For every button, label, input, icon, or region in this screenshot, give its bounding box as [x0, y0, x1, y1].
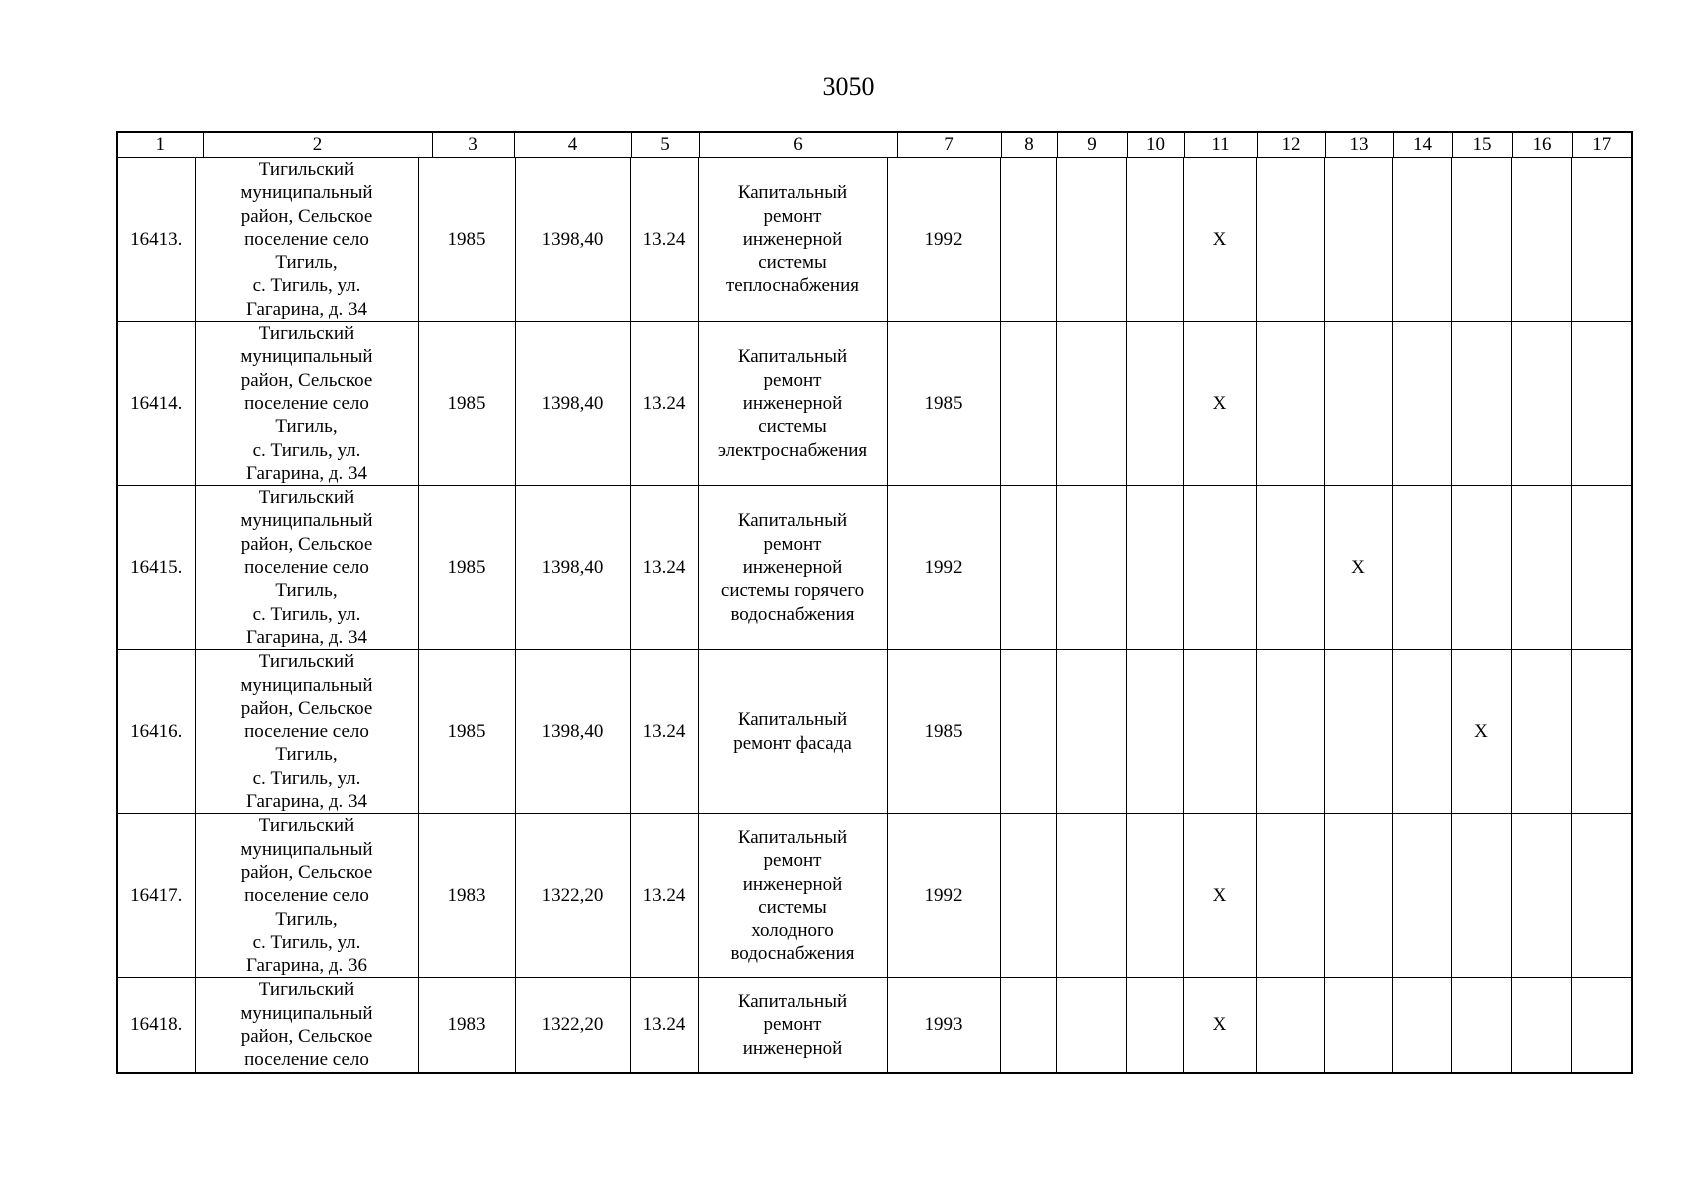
code-cell: 13.24 — [630, 814, 698, 978]
mark-cell — [1392, 158, 1451, 322]
address-cell-line: с. Тигиль, ул. — [252, 931, 361, 953]
header-cell: 7 — [897, 132, 1001, 158]
address-cell-line: Тигиль, — [275, 908, 338, 930]
mark-cell — [1056, 814, 1126, 978]
header-cell: 6 — [699, 132, 897, 158]
address-cell-line: Тигильский — [258, 323, 355, 345]
column-number-header — [116, 131, 1633, 158]
mark-cell — [1000, 650, 1056, 814]
mark-cell: Х — [1183, 978, 1256, 1073]
mark-cell — [1511, 158, 1571, 322]
header-cell: 12 — [1257, 132, 1325, 158]
mark-cell — [1126, 322, 1183, 486]
work-type-cell-line: ремонт — [763, 205, 822, 227]
address-cell-line: Гагарина, д. 34 — [245, 791, 368, 813]
header-cell: 16 — [1512, 132, 1572, 158]
address-cell-line: Тигильский — [258, 651, 355, 673]
mark-cell — [1511, 650, 1571, 814]
work-type-cell-line: Капитальный — [737, 826, 848, 848]
mark-cell — [1392, 978, 1451, 1073]
mark-cell — [1324, 814, 1392, 978]
mark-cell — [1571, 814, 1632, 978]
address-cell-line: Тигиль, — [275, 744, 338, 766]
work-type-cell-line: инженерной — [742, 1037, 843, 1059]
mark-cell — [1451, 322, 1511, 486]
address-cell-line: поселение село — [244, 557, 369, 579]
mark-cell — [1126, 158, 1183, 322]
work-type-cell — [698, 650, 887, 814]
address-cell-line: с. Тигиль, ул. — [252, 439, 361, 461]
repair-schedule-table — [116, 157, 1633, 1074]
date-cell: 1992 — [887, 486, 1000, 650]
mark-cell — [1571, 650, 1632, 814]
work-type-cell-line: ремонт — [763, 1014, 822, 1036]
work-type-cell-line: ремонт — [763, 369, 822, 391]
year-cell: 1985 — [418, 322, 515, 486]
mark-cell — [1000, 486, 1056, 650]
header-cell: 11 — [1184, 132, 1257, 158]
year-cell: 1985 — [418, 158, 515, 322]
mark-cell — [1451, 814, 1511, 978]
header-cell: 17 — [1572, 132, 1632, 158]
table-row — [117, 814, 1632, 978]
mark-cell — [1392, 814, 1451, 978]
mark-cell: Х — [1183, 158, 1256, 322]
mark-cell — [1451, 978, 1511, 1073]
work-type-cell-line: ремонт фасада — [733, 732, 852, 754]
mark-cell: Х — [1324, 486, 1392, 650]
work-type-cell-line: водоснабжения — [730, 603, 855, 625]
code-cell: 13.24 — [630, 322, 698, 486]
address-cell-line: Гагарина, д. 34 — [245, 626, 368, 648]
mark-cell — [1126, 814, 1183, 978]
address-cell — [195, 814, 418, 978]
mark-cell — [1392, 486, 1451, 650]
work-type-cell-line: Капитальный — [737, 991, 848, 1013]
area-cell: 1398,40 — [515, 650, 630, 814]
mark-cell — [1000, 322, 1056, 486]
header-cell: 15 — [1452, 132, 1512, 158]
row-number-cell: 16417. — [117, 814, 195, 978]
work-type-cell-line: инженерной — [742, 392, 843, 414]
address-cell-line: муниципальный — [240, 838, 373, 860]
mark-cell — [1511, 486, 1571, 650]
mark-cell — [1256, 814, 1324, 978]
address-cell-line: Тигильский — [258, 159, 355, 180]
work-type-cell-line: Капитальный — [737, 182, 848, 204]
mark-cell — [1256, 486, 1324, 650]
work-type-cell-line: электроснабжения — [717, 439, 868, 461]
address-cell-line: Гагарина, д. 34 — [245, 298, 368, 320]
year-cell: 1985 — [418, 650, 515, 814]
mark-cell — [1571, 322, 1632, 486]
address-cell-line: район, Сельское — [240, 1025, 373, 1047]
mark-cell — [1324, 322, 1392, 486]
work-type-cell — [698, 814, 887, 978]
mark-cell — [1511, 978, 1571, 1073]
page-number: 3050 — [822, 72, 875, 101]
work-type-cell-line: инженерной — [742, 228, 843, 250]
table-row — [117, 978, 1632, 1073]
header-cell: 8 — [1001, 132, 1057, 158]
mark-cell — [1392, 322, 1451, 486]
mark-cell — [1056, 650, 1126, 814]
work-type-cell-line: системы — [758, 252, 827, 274]
area-cell: 1398,40 — [515, 322, 630, 486]
address-cell-line: муниципальный — [240, 1002, 373, 1024]
address-cell-line: Тигильский — [258, 487, 355, 509]
work-type-cell-line: ремонт — [763, 850, 822, 872]
mark-cell — [1000, 158, 1056, 322]
mark-cell — [1511, 322, 1571, 486]
mark-cell — [1183, 650, 1256, 814]
address-cell-line: муниципальный — [240, 346, 373, 368]
date-cell: 1985 — [887, 650, 1000, 814]
address-cell-line: муниципальный — [240, 510, 373, 532]
header-cell: 13 — [1325, 132, 1393, 158]
address-cell-line: поселение село — [244, 228, 369, 250]
header-cell: 1 — [117, 132, 203, 158]
work-type-cell — [698, 486, 887, 650]
mark-cell — [1256, 322, 1324, 486]
work-type-cell — [698, 978, 887, 1073]
work-type-cell-line: системы — [758, 416, 827, 438]
code-cell: 13.24 — [630, 650, 698, 814]
row-number-cell: 16418. — [117, 978, 195, 1073]
mark-cell: Х — [1451, 650, 1511, 814]
row-number-cell: 16416. — [117, 650, 195, 814]
address-cell-line: Тигиль, — [275, 580, 338, 602]
table-row — [117, 322, 1632, 486]
address-cell-line: муниципальный — [240, 182, 373, 204]
header-cell: 2 — [203, 132, 432, 158]
address-cell — [195, 650, 418, 814]
header-cell: 3 — [432, 132, 514, 158]
mark-cell — [1056, 158, 1126, 322]
work-type-cell-line: холодного — [751, 920, 834, 942]
address-cell-line: с. Тигиль, ул. — [252, 275, 361, 297]
mark-cell — [1571, 978, 1632, 1073]
mark-cell — [1571, 158, 1632, 322]
mark-cell — [1000, 814, 1056, 978]
work-type-cell — [698, 322, 887, 486]
address-cell-line: с. Тигиль, ул. — [252, 767, 361, 789]
mark-cell — [1256, 650, 1324, 814]
address-cell-line: Тигиль, — [275, 416, 338, 438]
mark-cell — [1324, 158, 1392, 322]
mark-cell — [1256, 978, 1324, 1073]
address-cell-line: район, Сельское — [240, 861, 373, 883]
work-type-cell-line: Капитальный — [737, 510, 848, 532]
header-cell: 9 — [1057, 132, 1127, 158]
area-cell: 1322,20 — [515, 978, 630, 1073]
date-cell: 1992 — [887, 158, 1000, 322]
mark-cell — [1056, 322, 1126, 486]
work-type-cell-line: теплоснабжения — [726, 275, 859, 297]
address-cell-line: Гагарина, д. 34 — [245, 462, 368, 484]
year-cell: 1983 — [418, 978, 515, 1073]
work-type-cell-line: инженерной — [742, 873, 843, 895]
address-cell-line: Тигиль, — [275, 252, 338, 274]
address-cell-line: район, Сельское — [240, 205, 373, 227]
mark-cell: Х — [1183, 814, 1256, 978]
mark-cell — [1183, 486, 1256, 650]
mark-cell — [1571, 486, 1632, 650]
mark-cell — [1451, 158, 1511, 322]
mark-cell — [1056, 486, 1126, 650]
work-type-cell-line: Капитальный — [737, 709, 848, 731]
work-type-cell-line: инженерной — [742, 557, 843, 579]
address-cell-line: муниципальный — [240, 674, 373, 696]
row-number-cell: 16413. — [117, 158, 195, 322]
mark-cell — [1126, 978, 1183, 1073]
area-cell: 1398,40 — [515, 486, 630, 650]
code-cell: 13.24 — [630, 486, 698, 650]
mark-cell — [1324, 650, 1392, 814]
year-cell: 1985 — [418, 486, 515, 650]
header-cell: 14 — [1393, 132, 1452, 158]
mark-cell: Х — [1183, 322, 1256, 486]
row-number-cell: 16415. — [117, 486, 195, 650]
header-cell: 4 — [514, 132, 631, 158]
mark-cell — [1256, 158, 1324, 322]
mark-cell — [1126, 486, 1183, 650]
header-cell: 10 — [1127, 132, 1184, 158]
address-cell-line: район, Сельское — [240, 533, 373, 555]
mark-cell — [1000, 978, 1056, 1073]
mark-cell — [1451, 486, 1511, 650]
code-cell: 13.24 — [630, 158, 698, 322]
mark-cell — [1056, 978, 1126, 1073]
work-type-cell-line: системы горячего — [720, 580, 865, 602]
mark-cell — [1392, 650, 1451, 814]
address-cell-line: с. Тигиль, ул. — [252, 603, 361, 625]
address-cell-line: Тигильский — [258, 979, 355, 1001]
area-cell: 1322,20 — [515, 814, 630, 978]
date-cell: 1985 — [887, 322, 1000, 486]
address-cell-line: поселение село — [244, 1049, 369, 1071]
work-type-cell-line: водоснабжения — [730, 943, 855, 965]
address-cell — [195, 486, 418, 650]
address-cell-line: поселение село — [244, 392, 369, 414]
table-row — [117, 486, 1632, 650]
code-cell: 13.24 — [630, 978, 698, 1073]
work-type-cell-line: системы — [758, 896, 827, 918]
work-type-cell — [698, 158, 887, 322]
address-cell — [195, 978, 418, 1073]
date-cell: 1993 — [887, 978, 1000, 1073]
table-row — [117, 650, 1632, 814]
address-cell-line: Гагарина, д. 36 — [245, 955, 368, 977]
year-cell: 1983 — [418, 814, 515, 978]
address-cell-line: район, Сельское — [240, 697, 373, 719]
date-cell: 1992 — [887, 814, 1000, 978]
address-cell-line: поселение село — [244, 721, 369, 743]
header-row — [117, 132, 1632, 158]
address-cell-line: поселение село — [244, 885, 369, 907]
header-cell: 5 — [631, 132, 699, 158]
work-type-cell-line: Капитальный — [737, 346, 848, 368]
mark-cell — [1126, 650, 1183, 814]
mark-cell — [1324, 978, 1392, 1073]
work-type-cell-line: ремонт — [763, 533, 822, 555]
table-row — [117, 158, 1632, 322]
address-cell-line: район, Сельское — [240, 369, 373, 391]
row-number-cell: 16414. — [117, 322, 195, 486]
mark-cell — [1511, 814, 1571, 978]
address-cell — [195, 158, 418, 322]
area-cell: 1398,40 — [515, 158, 630, 322]
address-cell-line: Тигильский — [258, 815, 355, 837]
address-cell — [195, 322, 418, 486]
